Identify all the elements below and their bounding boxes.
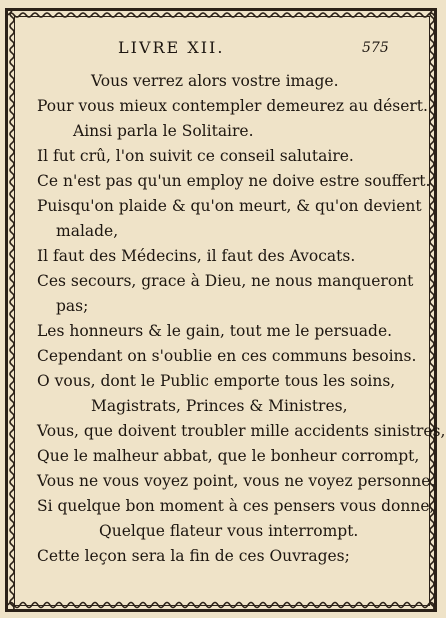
verse-line: malade, (56, 222, 119, 240)
running-title: LIVRE XII. (118, 38, 225, 57)
verse-line: Vous verrez alors vostre image. (91, 72, 339, 90)
page-number: 575 (362, 40, 389, 56)
left-vine-ornament (8, 11, 16, 609)
verse-line: Cette leçon sera la fin de ces Ouvrages; (37, 547, 350, 565)
top-vine-ornament (8, 11, 434, 19)
verse-line: Ce n'est pas qu'un employ ne doive estre souffert. (37, 172, 431, 190)
verse-line: Pour vous mieux contempler demeurez au désert. (37, 97, 428, 115)
verse-line: Il faut des Médecins, il faut des Avocats. (37, 247, 356, 265)
verse-line: Si quelque bon moment à ces pensers vous donne, (37, 497, 435, 515)
verse-line: Puisqu'on plaide & qu'on meurt, & qu'on devient (37, 197, 422, 215)
verse-line: Vous ne vous voyez point, vous ne voyez personne. (37, 472, 436, 490)
bottom-vine-ornament (8, 600, 434, 610)
verse-line: Il fut crû, l'on suivit ce conseil salutaire. (37, 147, 354, 165)
verse-line: Vous, que doivent troubler mille accidents sinistres, (37, 422, 446, 440)
verse-line: Cependant on s'oublie en ces communs besoins. (37, 347, 417, 365)
verse-line: pas; (56, 297, 89, 315)
verse-line: Ces secours, grace à Dieu, ne nous manqueront (37, 272, 414, 290)
verse-line: Quelque flateur vous interrompt. (99, 522, 359, 540)
verse-line: Que le malheur abbat, que le bonheur corrompt, (37, 447, 420, 465)
verse-line: Ainsi parla le Solitaire. (73, 122, 254, 140)
right-vine-ornament (428, 11, 436, 609)
verse-line: Les honneurs & le gain, tout me le persuade. (37, 322, 393, 340)
verse-line: Magistrats, Princes & Ministres, (91, 397, 348, 415)
page-header (0, 38, 446, 64)
verse-line: O vous, dont le Public emporte tous les soins, (37, 372, 396, 390)
